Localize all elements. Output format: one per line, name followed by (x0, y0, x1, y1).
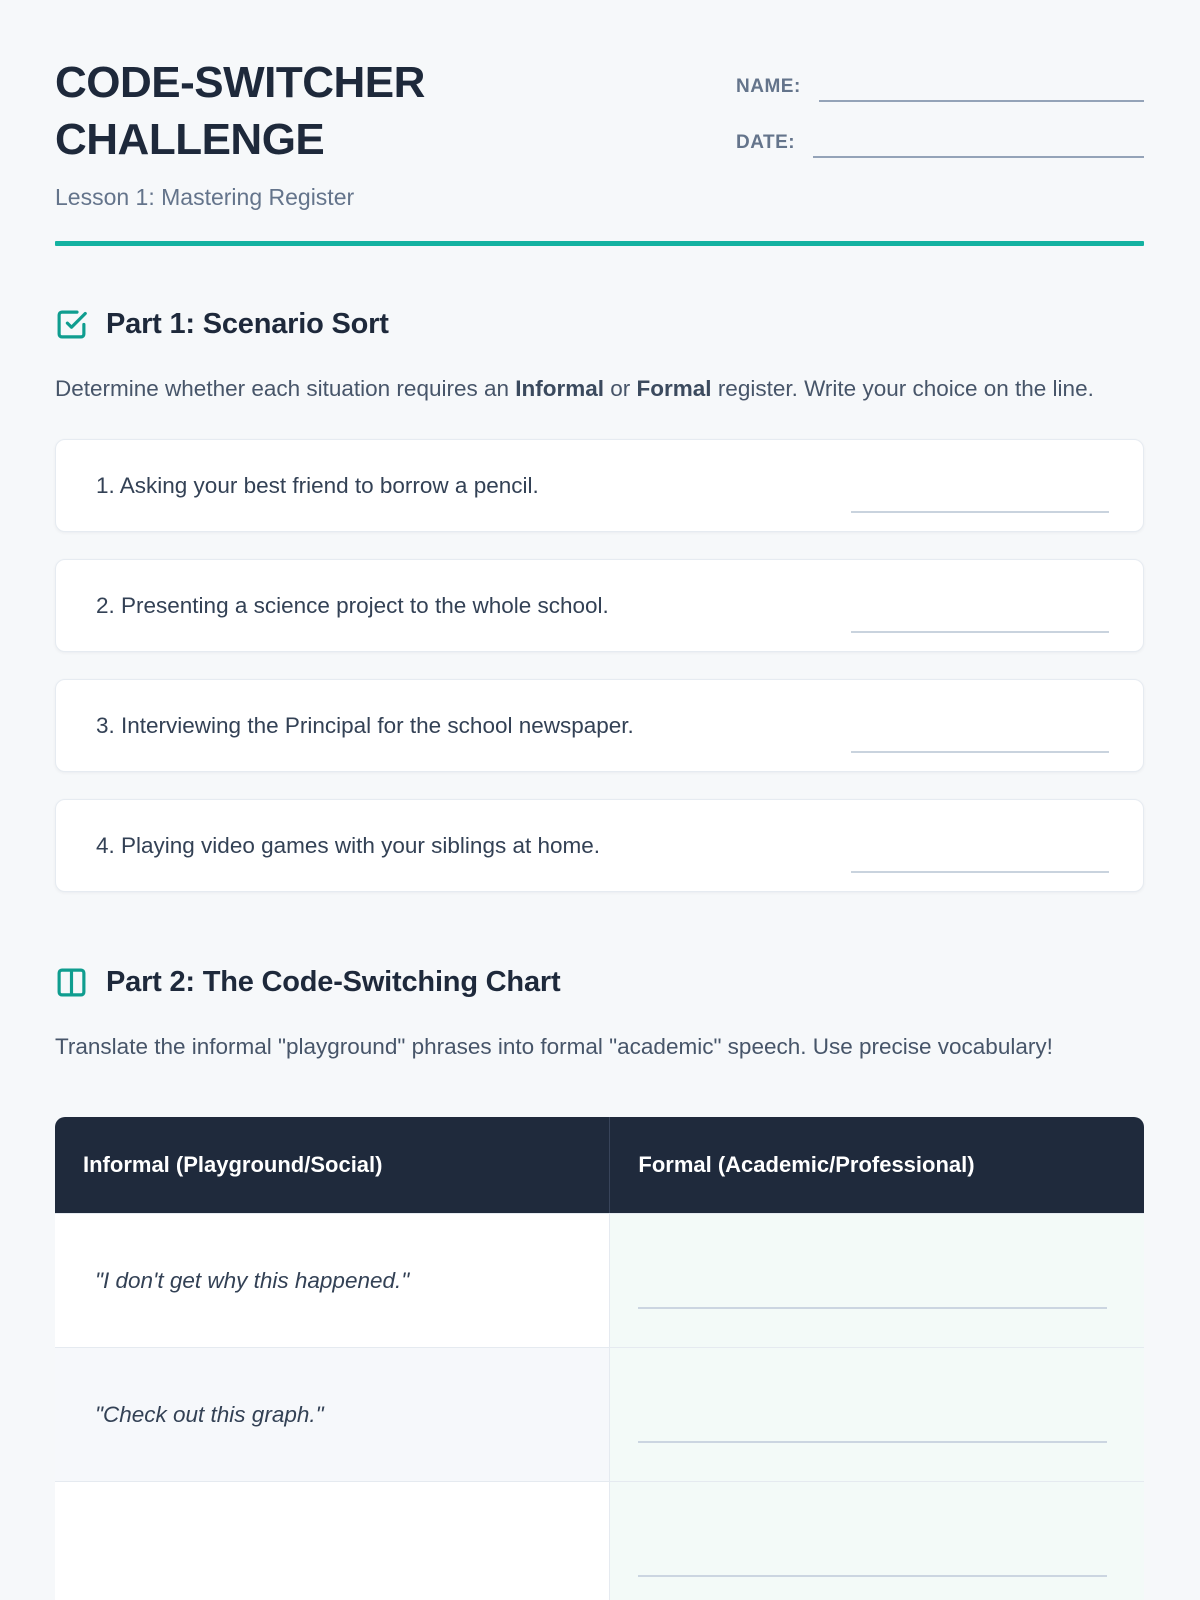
scenario-list (55, 439, 1144, 892)
part2-heading (55, 966, 1144, 999)
table-row (55, 1213, 1144, 1347)
column-header-informal: Informal (Playground/Social) (55, 1117, 610, 1213)
code-switching-table (55, 1117, 1144, 1600)
scenario-item-1 (55, 439, 1144, 532)
part1-instructions-post: register. Write your choice on the line. (711, 376, 1094, 401)
name-date-block (736, 62, 1144, 158)
scenario-answer-line[interactable] (851, 511, 1109, 513)
scenario-item-4 (55, 799, 1144, 892)
accent-divider (55, 241, 1144, 246)
column-header-formal: Formal (Academic/Professional) (610, 1117, 1144, 1213)
scenario-text: 2. Presenting a science project to the whole school. (96, 592, 609, 618)
part1-title: Part 1: Scenario Sort (106, 308, 389, 340)
lesson-subtitle: Lesson 1: Mastering Register (55, 184, 355, 210)
scenario-answer-line[interactable] (851, 751, 1109, 753)
title-block (55, 54, 575, 211)
page-title: CODE-SWITCHER CHALLENGE (55, 58, 425, 164)
informal-phrase-cell (55, 1213, 610, 1347)
table-row (55, 1481, 1144, 1600)
check-square-icon (55, 308, 88, 341)
formal-answer-cell (610, 1347, 1144, 1481)
scenario-item-2 (55, 559, 1144, 652)
date-label: DATE: (736, 132, 796, 153)
informal-phrase: "Check out this graph." (95, 1401, 324, 1427)
formal-answer-cell (610, 1213, 1144, 1347)
part1-instructions-formal: Formal (636, 376, 712, 401)
informal-phrase: "I don't get why this happened." (95, 1267, 410, 1293)
informal-phrase-cell (55, 1481, 610, 1600)
part1-instructions (55, 369, 1115, 409)
informal-phrase-cell (55, 1347, 610, 1481)
name-label: NAME: (736, 76, 801, 97)
table-row (55, 1347, 1144, 1481)
part1-instructions-pre: Determine whether each situation requires an (55, 376, 516, 401)
scenario-answer-line[interactable] (851, 631, 1109, 633)
scenario-answer-line[interactable] (851, 871, 1109, 873)
scenario-text: 3. Interviewing the Principal for the school newspaper. (96, 712, 634, 738)
formal-answer-line[interactable] (638, 1307, 1107, 1309)
worksheet-header (55, 54, 1144, 211)
columns-icon (55, 966, 88, 999)
part1-instructions-informal: Informal (515, 376, 605, 401)
name-row (736, 62, 1144, 102)
formal-answer-cell (610, 1481, 1144, 1600)
date-row (736, 118, 1144, 158)
formal-answer-line[interactable] (638, 1575, 1107, 1577)
part1-heading (55, 308, 1144, 341)
scenario-item-3 (55, 679, 1144, 772)
part2-title: Part 2: The Code-Switching Chart (106, 966, 561, 998)
table-header-row (55, 1117, 1144, 1213)
part1-instructions-mid: or (604, 376, 637, 401)
name-blank-line[interactable] (819, 100, 1144, 102)
part2-instructions: Translate the informal "playground" phrases into formal "academic" speech. Use precise vocabulary! (55, 1034, 1053, 1059)
formal-answer-line[interactable] (638, 1441, 1107, 1443)
scenario-text: 1. Asking your best friend to borrow a pencil. (96, 472, 539, 498)
date-blank-line[interactable] (813, 156, 1144, 158)
scenario-text: 4. Playing video games with your siblings at home. (96, 832, 601, 858)
